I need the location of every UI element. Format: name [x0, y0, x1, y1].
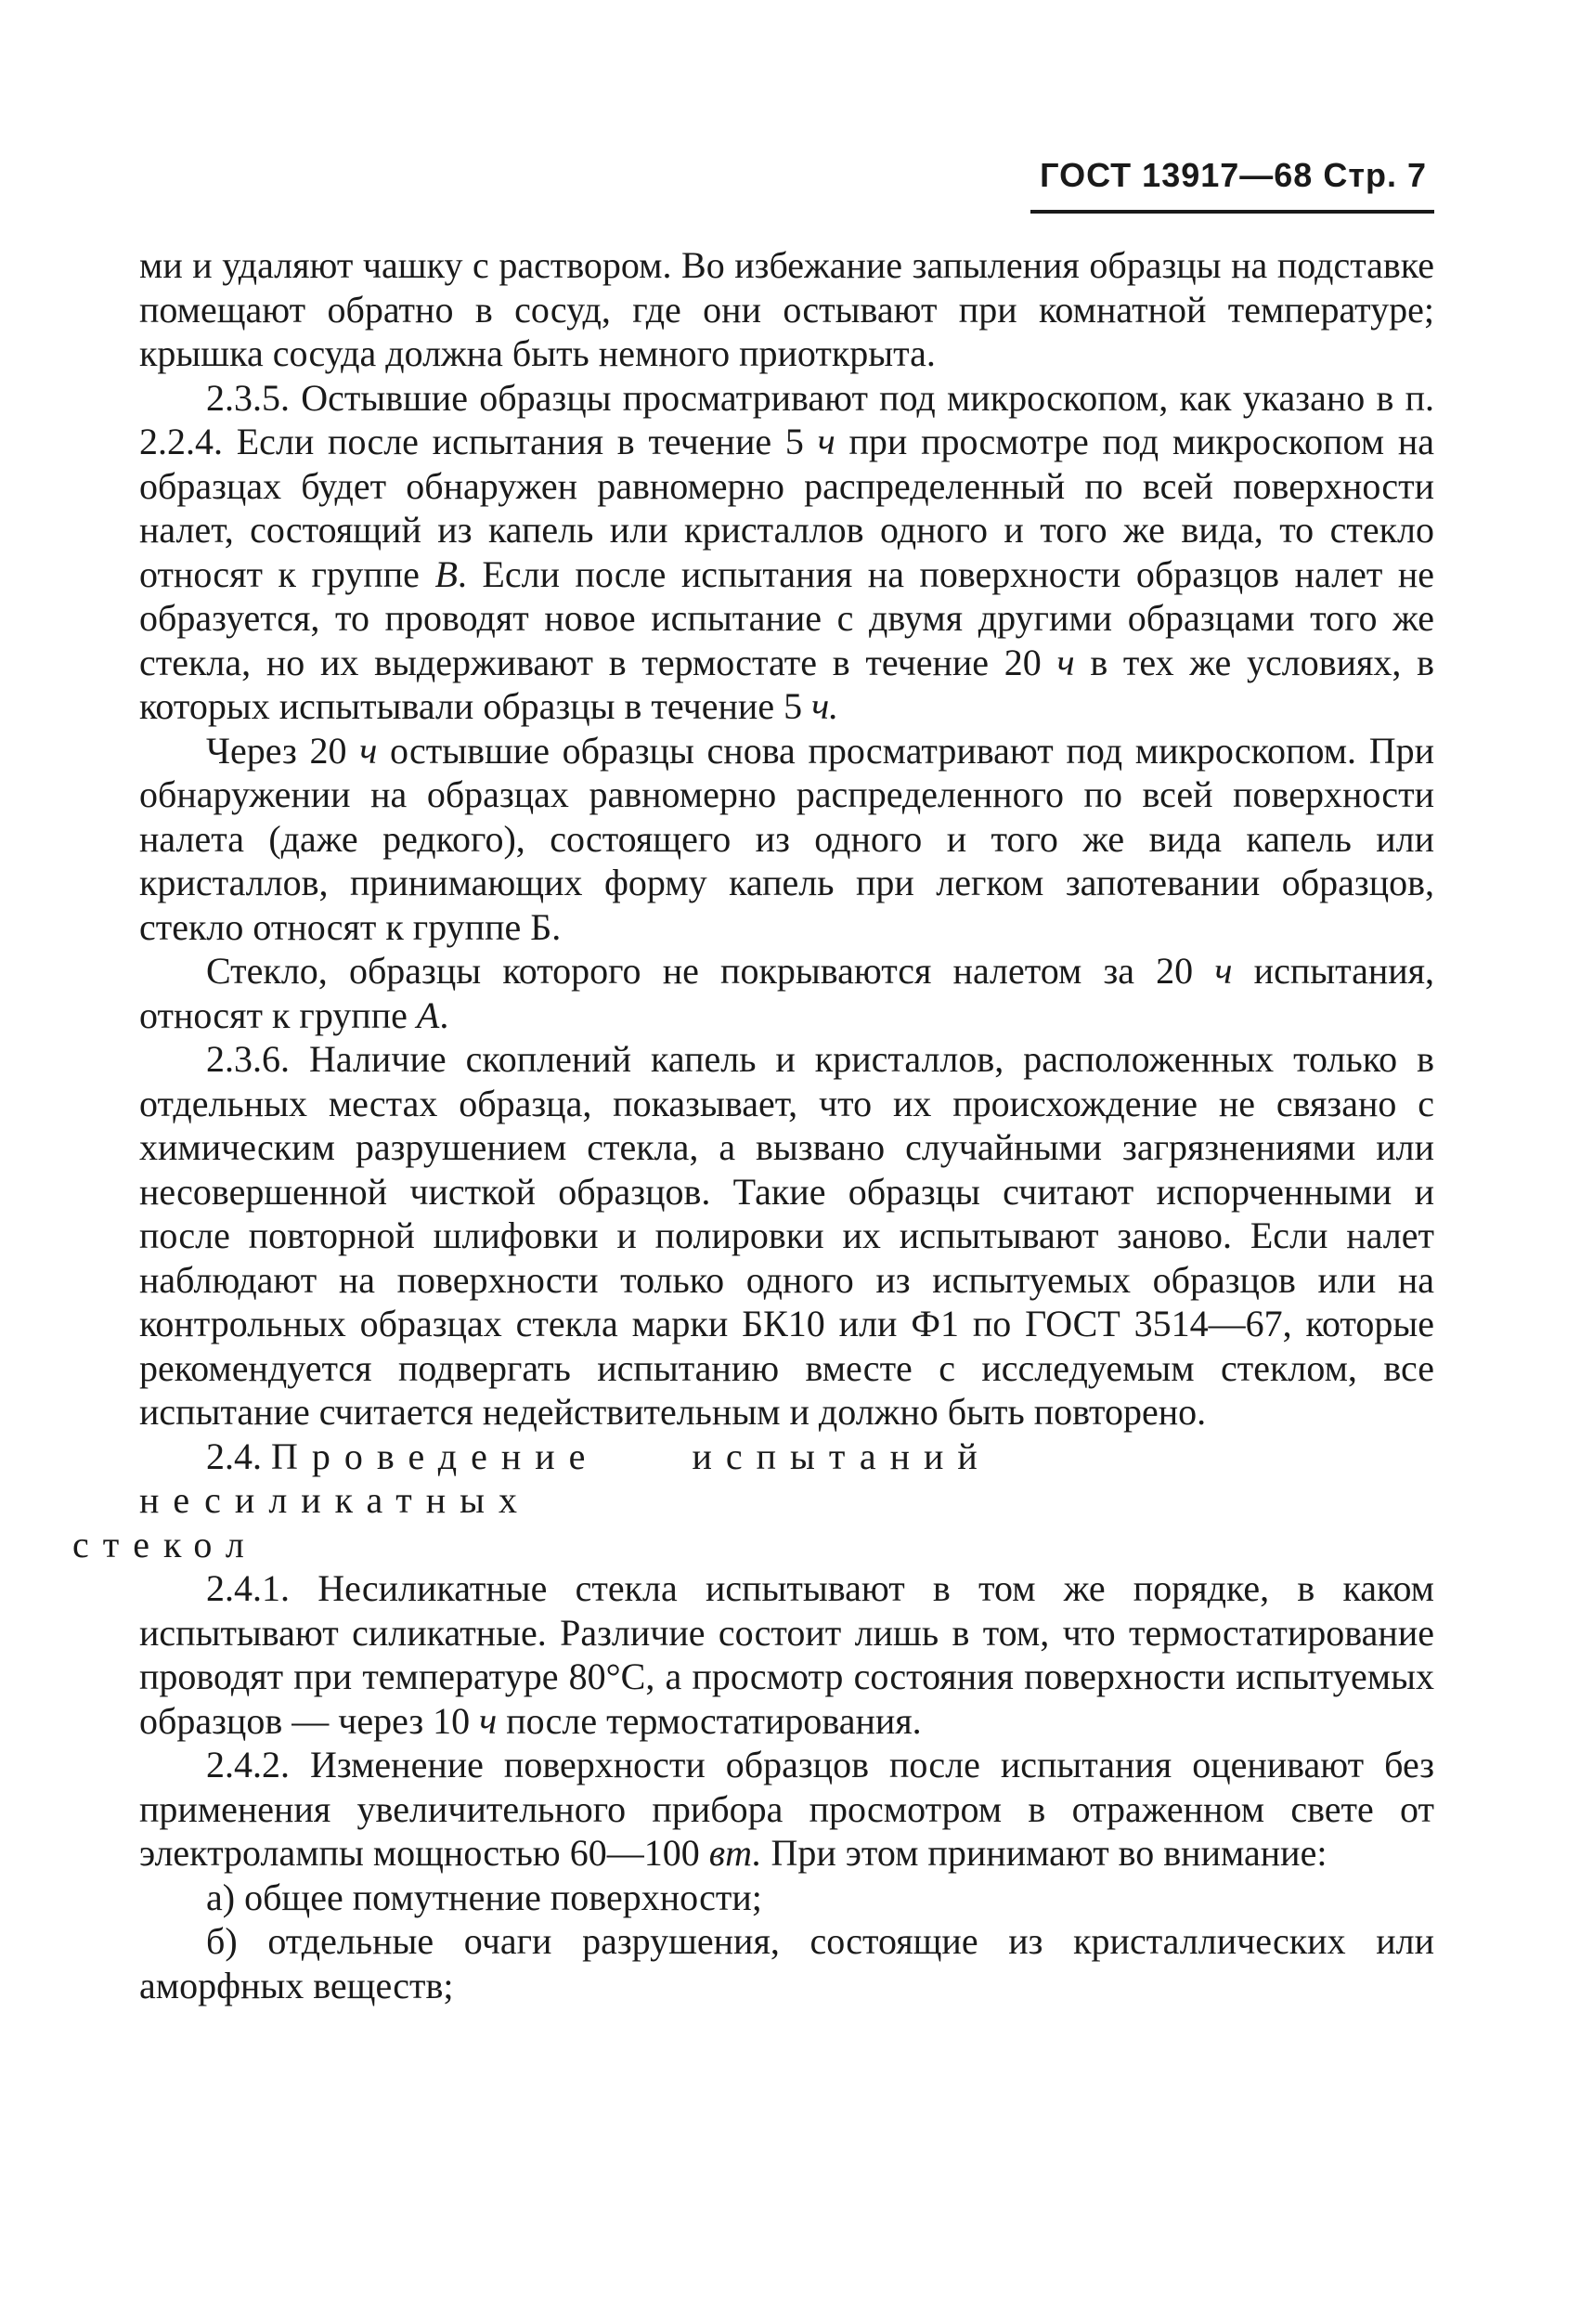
paragraph-text: ми и удаляют чашку с раствором. Во избежание запыления образцы на подставке помещают обратно в сосуд, где они остывают при комнатной температуре; крышка сосуда должна быть немного приоткрыта. — [139, 244, 1434, 374]
standard-number: ГОСТ 13917—68 — [1040, 156, 1314, 194]
group-letter: А — [416, 993, 440, 1036]
paragraph-2-4-2 — [139, 1743, 1434, 1876]
unit-hours: ч — [479, 1699, 498, 1742]
paragraph-text: Через 20 — [206, 729, 347, 772]
paragraph-text: 2.3.6. Наличие скоплений капель и кристаллов, расположенных только в отдельных местах образца, показывает, что их происхождение не связано с химическим разрушением стекла, а вызвано случайными загрязнениями или несовершенной чисткой образцов. Такие образцы считают испорченными и после повторной шлифовки и полировки их испытывают заново. Если налет наблюдают на поверхности только одного из испытуемых образцов или на контрольных образцах стекла марки БК10 или Ф1 по ГОСТ 3514—67, которые рекомендуется подвергать испытанию вместе с исследуемым стеклом, все испытание считается недействительным и должно быть повторено. — [139, 1038, 1434, 1433]
body-text — [72, 243, 1435, 2007]
paragraph-text: испытания, относят к группе — [139, 950, 1435, 1036]
unit-hours: ч — [1056, 641, 1075, 683]
paragraph-text: Стекло, образцы которого не покрываются налетом за 20 — [206, 950, 1194, 992]
unit-hours: ч. — [811, 685, 839, 727]
paragraph-text: 2.4.1. Несиликатные стекла испытывают в том же порядке, в каком испытывают силикатные. Различие состоит лишь в том, что термостатирование проводят при температуре 80°С, а просмотр состояния поверхности испытуемых образцов — через 10 — [139, 1567, 1434, 1742]
paragraph-text: . Если после испытания на поверхности образцов налет не образуется, то проводят новое испытание с двумя другими образцами того же стекла, но их выдерживают в термостате в течение 20 — [139, 552, 1434, 683]
page-number: Стр. 7 — [1323, 156, 1427, 194]
paragraph-text: в тех же условиях, в которых испытывали образцы в течение 5 — [139, 641, 1434, 727]
section-title-word: Проведение — [271, 1435, 600, 1477]
list-item-a — [139, 1876, 1434, 1920]
paragraph-text: 2.3.5. Остывшие образцы просматривают под микроскопом, как указано в п. 2.2.4. Если после испытания в течение 5 — [139, 376, 1434, 462]
paragraph-2-3-6 — [139, 1037, 1434, 1435]
paragraph-2-3-5 — [139, 376, 1434, 729]
paragraph-text: остывшие образцы снова просматривают под микроскопом. При обнаружении на образцах равномерно распределенного по всей поверхности налета (даже редкого), состоящего из одного и того же вида капель или кристаллов, принимающих форму капель при легком запотевании образцов, стекло относят к группе Б. — [139, 729, 1435, 948]
list-item-text: б) отдельные очаги разрушения, состоящие из кристаллических или аморфных веществ; — [139, 1920, 1434, 2006]
paragraph-text: при просмотре под микроскопом на образцах будет обнаружен равномерно распределенный по всей поверхности налет, состоящий из капель или кристаллов одного и того же вида, то стекло относят к группе — [139, 421, 1435, 595]
paragraph-text: . — [439, 993, 449, 1036]
paragraph-2-4-1 — [139, 1566, 1434, 1743]
unit-hours: ч — [817, 421, 835, 462]
unit-watts: вт. — [708, 1832, 762, 1874]
group-letter: В — [434, 552, 458, 595]
paragraph-after-20h — [139, 729, 1434, 950]
paragraph-text: При этом принимают во внимание: — [771, 1832, 1327, 1874]
unit-hours: ч — [359, 729, 378, 772]
section-heading-2-4 — [72, 1435, 1434, 1567]
paragraph-text: 2.4.2. Изменение поверхности образцов после испытания оценивают без применения увеличительного прибора просмотром в отраженном свете от электролампы мощностью 60—100 — [139, 1744, 1434, 1874]
paragraph-text: после термостатирования. — [506, 1699, 922, 1742]
paragraph-continuation — [139, 243, 1434, 376]
section-title-word: испытаний — [692, 1435, 991, 1477]
running-head — [1040, 156, 1427, 195]
unit-hours: ч — [1214, 950, 1233, 992]
section-title-word: несиликатных — [139, 1479, 531, 1521]
list-item-b — [139, 1919, 1434, 2007]
section-number: 2.4. — [206, 1435, 262, 1477]
paragraph-group-a — [139, 949, 1434, 1037]
header-rule — [1030, 210, 1434, 214]
list-item-text: а) общее помутнение поверхности; — [206, 1876, 762, 1918]
section-title-word: стекол — [72, 1523, 258, 1565]
